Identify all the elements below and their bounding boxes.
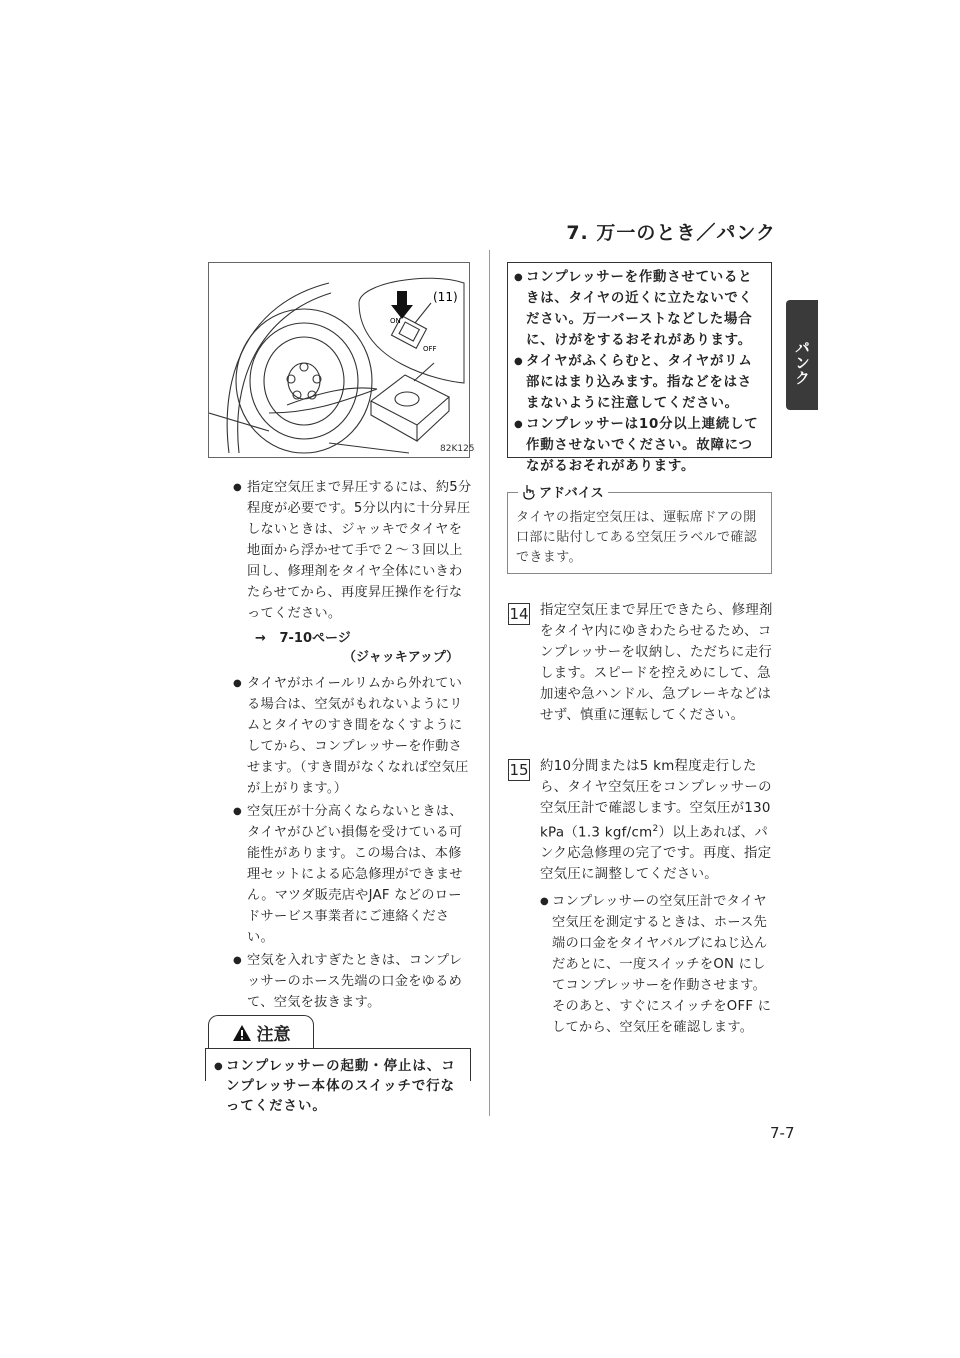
superscript: 2 <box>652 824 659 834</box>
step-text: 指定空気圧まで昇圧できたら、修理剤をタイヤ内にゆきわたらせるため、コンプレッサーを収納し、ただちに走行します。スピードを控えめにして、急加速や急ハンドル、急ブレーキなどはせず、慎重に運転してください。 <box>540 603 773 723</box>
warning-item: ● コンプレッサーは10分以上連続して作動させないでください。故障につながるおそれがあります。 <box>514 414 763 477</box>
note-item: ● 空気圧が十分高くならないときは、タイヤがひどい損傷を受けている可能性があります。この場合は、本修理セットによる応急修理ができません。マツダ販売店やJAF などのロードサービス事業者にご連絡ください。 <box>233 801 475 948</box>
step-number: 15 <box>509 761 529 779</box>
note-item: ● タイヤがホイールリムから外れている場合は、空気がもれないようにリムとタイヤのすき間をなくすようにしてから、コンプレッサーを作動させます。（すき間がなくなれば空気圧が上がります。） <box>233 673 475 799</box>
chapter-tab <box>786 300 818 410</box>
advice-text: タイヤの指定空気圧は、運転席ドアの開口部に貼付してある空気圧ラベルで確認できます。 <box>516 510 758 565</box>
advice-label: アドバイス <box>539 486 604 501</box>
step-number: 14 <box>509 605 529 623</box>
section-title: 7. 万一のとき／パンク <box>566 222 776 244</box>
warning-item: ● コンプレッサーを作動させているときは、タイヤの近くに立たないでください。万一バーストなどした場合に、けがをするおそれがあります。 <box>514 267 763 351</box>
page-number: 7-7 <box>770 1124 795 1142</box>
advice-box <box>507 492 772 574</box>
advice-header <box>518 482 608 501</box>
hand-pointer-icon <box>522 484 536 500</box>
tire-compressor-drawing <box>209 263 469 457</box>
step-text-part: 約10分間または5 km程度走行したら、タイヤ空気圧をコンプレッサーの空気圧計で確認します。空気圧が130 kPa（1.3 kgf/cm <box>540 759 772 841</box>
caution-header <box>208 1015 314 1049</box>
column-divider <box>489 250 490 1116</box>
compressor-illustration <box>208 262 470 458</box>
page-reference <box>255 627 475 646</box>
reference-arrow: → <box>255 631 266 646</box>
warning-box <box>507 262 772 474</box>
step-text-part: ）以上あれば、パンク応急修理の完了です。再度、指定空気圧に調整してください。 <box>540 825 772 883</box>
note-item: ● 空気を入れすぎたときは、コンプレッサーのホース先端の口金をゆるめて、空気を抜きます。 <box>233 950 475 1013</box>
note-item: ● 指定空気圧まで昇圧するには、約5分程度が必要です。5分以内に十分昇圧しないときは、ジャッキでタイヤを地面から浮かせて手で２～３回以上回し、修理剤をタイヤ全体にいきわたらせてから、再度昇圧操作を行なってください。 <box>233 477 475 624</box>
figure-code: 82K125 <box>440 444 475 454</box>
reference-title: （ジャッキアップ） <box>343 650 459 665</box>
figure-callout: (11) <box>433 290 458 304</box>
caution-label: 注意 <box>256 1025 291 1045</box>
reference-page: 7-10ページ <box>279 631 351 646</box>
switch-on-label: ON <box>390 317 401 325</box>
warning-item: ● タイヤがふくらむと、タイヤがリム部にはまり込みます。指などをはさまないように注意してください。 <box>514 351 763 414</box>
step-sub-note: ● コンプレッサーの空気圧計でタイヤ空気圧を測定するときは、ホース先端の口金をタイヤバルブにねじ込んだあとに、一度スイッチをON にしてコンプレッサーを作動させます。そのあと、すぐにスイッチをOFF にしてから、空気圧を確認します。 <box>540 891 774 1038</box>
chapter-tab-label: パンク <box>793 340 811 385</box>
warning-triangle-icon <box>232 1024 252 1042</box>
caution-box <box>205 1048 471 1114</box>
left-notes <box>233 477 475 1015</box>
switch-off-label: OFF <box>423 345 437 353</box>
caution-text: ● コンプレッサーの起動・停止は、コンプレッサー本体のスイッチで行なってください。 <box>214 1057 466 1117</box>
step-text <box>540 756 774 1038</box>
